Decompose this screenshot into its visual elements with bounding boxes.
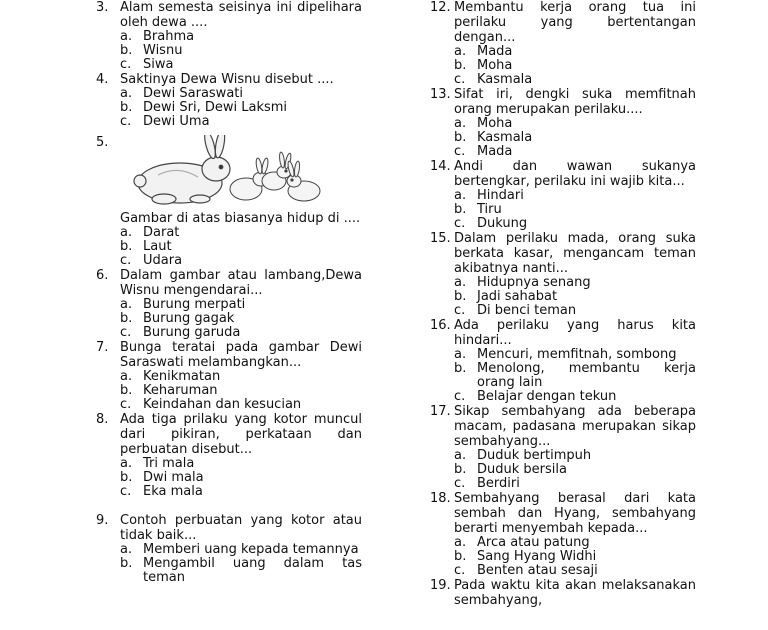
question-number: 19.	[430, 578, 451, 593]
option-letter: c.	[454, 144, 466, 159]
answer-option	[454, 217, 696, 231]
option-letter: a.	[120, 86, 133, 101]
option-letter: b.	[454, 549, 467, 564]
question-number: 13.	[430, 87, 451, 102]
option-letter: c.	[454, 563, 466, 578]
question-stem: Sikap sembahyang ada beberapa macam, padasana merupakan sikap sembahyang...	[454, 404, 696, 449]
option-text: Wisnu	[143, 43, 183, 58]
option-text: Dewi Sri, Dewi Laksmi	[143, 100, 288, 115]
answer-option	[120, 457, 362, 471]
question-stem: Alam semesta seisinya ini dipelihara oleh dewa ....	[120, 0, 362, 30]
question-stem: Contoh perbuatan yang kotor atau tidak baik...	[120, 513, 362, 543]
option-text: Udara	[143, 253, 183, 268]
answer-option	[120, 44, 362, 58]
question-number: 5.	[96, 135, 109, 150]
option-text: Moha	[477, 58, 513, 73]
option-text: Brahma	[143, 29, 195, 44]
answer-option	[120, 370, 362, 384]
answer-option	[120, 30, 362, 44]
answer-option	[454, 449, 696, 463]
answer-option	[454, 290, 696, 304]
question-number: 16.	[430, 318, 451, 333]
question-stem: Andi dan wawan sukanya bertengkar, perilaku ini wajib kita...	[454, 159, 696, 189]
option-text: Arca atau patung	[477, 535, 590, 550]
answer-option	[120, 240, 362, 254]
question-stem: Gambar di atas biasanya hidup di ....	[120, 211, 361, 226]
question-7	[96, 340, 362, 412]
option-letter: c.	[454, 476, 466, 491]
answer-options	[454, 276, 696, 318]
option-letter: b.	[454, 202, 467, 217]
option-text: Menolong, membantu kerja orang lain	[477, 361, 696, 390]
question-17	[430, 404, 696, 491]
answer-option	[454, 362, 696, 390]
answer-options	[120, 543, 362, 585]
question-number: 15.	[430, 231, 451, 246]
option-text: Mada	[477, 44, 513, 59]
option-letter: b.	[120, 556, 133, 571]
question-number: 3.	[96, 0, 109, 15]
option-letter: a.	[120, 225, 133, 240]
option-letter: a.	[120, 369, 133, 384]
question-13	[430, 87, 696, 159]
option-letter: a.	[120, 542, 133, 557]
answer-option	[454, 463, 696, 477]
option-text: Burung garuda	[143, 325, 241, 340]
option-text: Kasmala	[477, 130, 533, 145]
answer-option	[454, 304, 696, 318]
question-number: 14.	[430, 159, 451, 174]
answer-option	[454, 536, 696, 550]
answer-option	[120, 298, 362, 312]
option-text: Duduk bersila	[477, 462, 567, 477]
option-text: Jadi sahabat	[477, 289, 558, 304]
option-text: Siwa	[143, 57, 174, 72]
answer-option	[120, 398, 362, 412]
option-text: Dukung	[477, 216, 528, 231]
question-number: 18.	[430, 491, 451, 506]
left-column	[96, 0, 362, 585]
option-letter: c.	[120, 397, 132, 412]
answer-option	[454, 45, 696, 59]
option-text: Dwi mala	[143, 470, 204, 485]
question-number: 12.	[430, 0, 451, 15]
option-text: Eka mala	[143, 484, 203, 499]
answer-option	[120, 485, 362, 499]
option-letter: b.	[120, 383, 133, 398]
question-6	[96, 268, 362, 340]
answer-option	[454, 59, 696, 73]
option-letter: a.	[120, 29, 133, 44]
answer-option	[120, 58, 362, 72]
answer-option	[454, 276, 696, 290]
option-letter: b.	[454, 462, 467, 477]
question-18	[430, 491, 696, 578]
answer-options	[120, 370, 362, 412]
option-text: Burung merpati	[143, 297, 246, 312]
answer-option	[120, 326, 362, 340]
option-text: Tri mala	[143, 456, 195, 471]
answer-option	[454, 131, 696, 145]
answer-option	[454, 390, 696, 404]
spacer	[96, 499, 362, 513]
answer-option	[454, 477, 696, 491]
option-letter: a.	[454, 116, 467, 131]
answer-option	[454, 189, 696, 203]
option-text: Hindari	[477, 188, 524, 203]
answer-options	[120, 226, 362, 268]
question-stem: Dalam gambar atau lambang,Dewa Wisnu mengendarai...	[120, 268, 362, 298]
answer-option	[120, 543, 362, 557]
option-letter: b.	[120, 470, 133, 485]
answer-options	[120, 298, 362, 340]
question-stem: Bunga teratai pada gambar Dewi Saraswati melambangkan...	[120, 340, 362, 370]
question-8	[96, 412, 362, 499]
option-letter: b.	[454, 130, 467, 145]
option-letter: b.	[454, 58, 467, 73]
option-text: Moha	[477, 116, 513, 131]
question-stem: Ada perilaku yang harus kita hindari...	[454, 318, 696, 348]
option-letter: c.	[454, 216, 466, 231]
option-letter: c.	[454, 303, 466, 318]
question-number: 17.	[430, 404, 451, 419]
option-letter: b.	[120, 239, 133, 254]
question-stem: Saktinya Dewa Wisnu disebut ....	[120, 72, 334, 87]
option-letter: a.	[454, 44, 467, 59]
option-text: Keharuman	[143, 383, 218, 398]
question-number: 6.	[96, 268, 109, 283]
question-12	[430, 0, 696, 87]
answer-options	[120, 30, 362, 72]
answer-options	[454, 536, 696, 578]
option-text: Darat	[143, 225, 180, 240]
answer-option	[120, 557, 362, 585]
answer-options	[454, 449, 696, 491]
answer-option	[454, 145, 696, 159]
option-letter: c.	[454, 72, 466, 87]
option-letter: a.	[454, 275, 467, 290]
answer-options	[454, 348, 696, 404]
option-letter: b.	[120, 100, 133, 115]
answer-options	[120, 457, 362, 499]
question-3	[96, 0, 362, 72]
option-letter: a.	[120, 456, 133, 471]
option-text: Kasmala	[477, 72, 533, 87]
question-16	[430, 318, 696, 404]
question-15	[430, 231, 696, 318]
option-text: Mada	[477, 144, 513, 159]
answer-options	[454, 117, 696, 159]
option-text: Duduk bertimpuh	[477, 448, 592, 463]
option-text: Laut	[143, 239, 172, 254]
answer-option	[120, 384, 362, 398]
question-4	[96, 72, 362, 129]
answer-option	[454, 203, 696, 217]
option-letter: b.	[454, 289, 467, 304]
answer-options	[454, 189, 696, 231]
answer-option	[454, 73, 696, 87]
option-text: Sang Hyang Widhi	[477, 549, 597, 564]
option-text: Berdiri	[477, 476, 520, 491]
question-number: 8.	[96, 412, 109, 427]
answer-option	[454, 564, 696, 578]
question-19	[430, 578, 696, 608]
question-stem: Sembahyang berasal dari kata sembah dan Hyang, sembahyang berarti menyembah kepada...	[454, 491, 696, 536]
answer-option	[454, 550, 696, 564]
answer-option	[120, 226, 362, 240]
option-letter: c.	[120, 57, 132, 72]
option-letter: c.	[120, 253, 132, 268]
option-letter: a.	[454, 188, 467, 203]
answer-option	[120, 101, 362, 115]
option-text: Keindahan dan kesucian	[143, 397, 302, 412]
option-letter: c.	[120, 114, 132, 129]
answer-option	[120, 312, 362, 326]
question-14	[430, 159, 696, 231]
answer-option	[454, 117, 696, 131]
question-number: 7.	[96, 340, 109, 355]
answer-option	[454, 348, 696, 362]
option-text: Belajar dengan tekun	[477, 389, 617, 404]
option-letter: c.	[454, 389, 466, 404]
question-stem: Sifat iri, dengki suka memfitnah orang merupakan perilaku....	[454, 87, 696, 117]
question-number: 9.	[96, 513, 109, 528]
option-text: Dewi Uma	[143, 114, 210, 129]
option-text: Hidupnya senang	[477, 275, 591, 290]
rabbit-small-icon	[287, 161, 320, 201]
answer-options	[120, 87, 362, 129]
rabbits-illustration	[128, 135, 328, 207]
question-5	[96, 135, 362, 268]
right-column	[430, 0, 696, 608]
answer-option	[120, 87, 362, 101]
option-text: Mengambil uang dalam tas teman	[143, 556, 362, 585]
option-letter: a.	[120, 297, 133, 312]
question-stem: Membantu kerja orang tua ini perilaku yang bertentangan dengan...	[454, 0, 696, 45]
option-letter: a.	[454, 448, 467, 463]
option-letter: a.	[454, 535, 467, 550]
answer-option	[120, 471, 362, 485]
option-text: Dewi Saraswati	[143, 86, 243, 101]
answer-option	[120, 254, 362, 268]
question-stem: Pada waktu kita akan melaksanakan sembahyang,	[454, 578, 696, 608]
option-text: Mencuri, memfitnah, sombong	[477, 347, 677, 362]
option-letter: a.	[454, 347, 467, 362]
option-text: Tiru	[477, 202, 502, 217]
option-letter: b.	[120, 311, 133, 326]
answer-option	[120, 115, 362, 129]
option-letter: c.	[120, 325, 132, 340]
question-9	[96, 513, 362, 585]
option-text: Burung gagak	[143, 311, 235, 326]
question-stem: Ada tiga prilaku yang kotor muncul dari pikiran, perkataan dan perbuatan disebut...	[120, 412, 362, 457]
option-letter: b.	[120, 43, 133, 58]
option-letter: c.	[120, 484, 132, 499]
option-text: Kenikmatan	[143, 369, 221, 384]
answer-options	[454, 45, 696, 87]
question-stem: Dalam perilaku mada, orang suka berkata kasar, mengancam teman akibatnya nanti...	[454, 231, 696, 276]
option-text: Memberi uang kepada temannya	[143, 542, 359, 557]
option-letter: b.	[454, 361, 467, 376]
option-text: Di benci teman	[477, 303, 577, 318]
question-number: 4.	[96, 72, 109, 87]
rabbit-large-icon	[134, 135, 230, 204]
option-text: Benten atau sesaji	[477, 563, 598, 578]
